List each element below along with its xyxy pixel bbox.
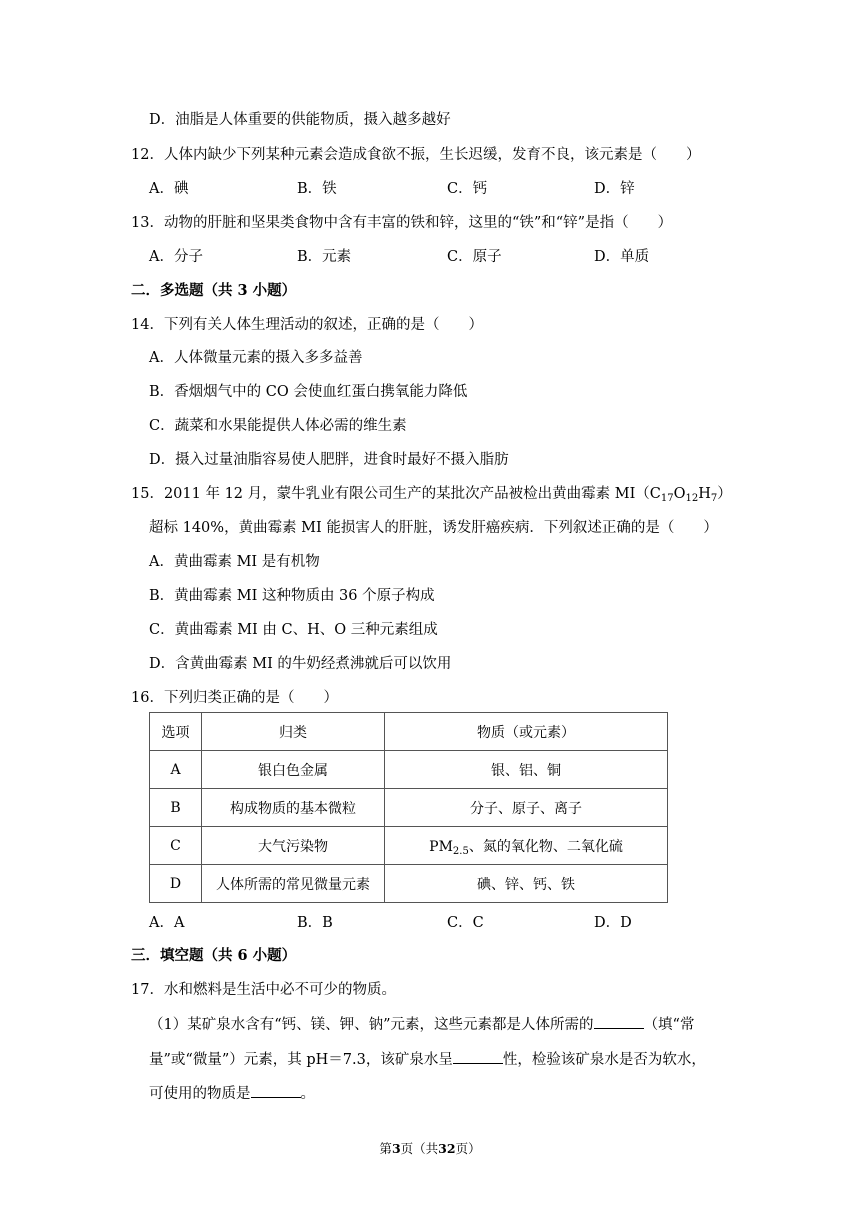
- q11-option-d: D．油脂是人体重要的供能物质，摄入越多越好: [149, 112, 451, 128]
- pm-subscript: 2.5: [452, 845, 469, 857]
- table-header-cell: 归类: [202, 713, 385, 751]
- q15-stem-line2: 超标 140%，黄曲霉素 MI 能损害人的肝脏，诱发肝癌疾病．下列叙述正确的是（ ）: [149, 520, 718, 536]
- formula-sub-12: 12: [685, 493, 699, 504]
- q15-stem-line1: [131, 484, 732, 504]
- formula-h: H: [698, 486, 711, 502]
- q12-option-a: A．碘: [149, 181, 189, 197]
- q17-stem: 17．水和燃料是生活中必不可少的物质。: [131, 982, 396, 998]
- table-cell: 分子、原子、离子: [385, 789, 668, 827]
- q15-option-d: D．含黄曲霉素 MI 的牛奶经煮沸就后可以饮用: [149, 656, 452, 672]
- section-multiple-choice-heading: 二．多选题（共 3 小题）: [131, 282, 297, 299]
- q17-text: （填“常: [643, 1017, 695, 1033]
- formula-sub-17: 17: [660, 493, 674, 504]
- section-fill-in-heading: 三．填空题（共 6 小题）: [131, 947, 297, 964]
- q16-option-d: D．D: [594, 915, 632, 931]
- q12-stem: 12．人体内缺少下列某种元素会造成食欲不振，生长迟缓，发育不良，该元素是（ ）: [131, 147, 701, 163]
- q16-option-c: C．C: [447, 915, 484, 931]
- q13-option-c: C．原子: [447, 249, 502, 265]
- q16-option-a: A．A: [149, 915, 185, 931]
- page-number: 3: [391, 1141, 401, 1156]
- total-pages: 32: [438, 1141, 456, 1156]
- q17-part1-line1: [149, 1014, 694, 1035]
- table-row: [150, 865, 668, 903]
- q15-stem-close: ）: [717, 486, 732, 502]
- q13-option-d: D．单质: [594, 249, 650, 265]
- q14-option-c: C．蔬菜和水果能提供人体必需的维生素: [149, 418, 407, 434]
- table-cell: 构成物质的基本微粒: [202, 789, 385, 827]
- table-cell: 银、铝、铜: [385, 751, 668, 789]
- table-row: [150, 751, 668, 789]
- q17-part1-line2: [149, 1049, 706, 1070]
- q17-text: （1）某矿泉水含有“钙、镁、钾、钠”元素，这些元素都是人体所需的: [149, 1017, 594, 1033]
- q15-option-b: B．黄曲霉素 MI 这种物质由 36 个原子构成: [149, 588, 435, 604]
- q17-text: 可使用的物质是: [149, 1086, 251, 1102]
- answer-blank[interactable]: [251, 1083, 301, 1098]
- formula-o: O: [673, 486, 686, 502]
- q17-text: 量”或“微量”）元素，其 pH＝7.3，该矿泉水呈: [149, 1052, 453, 1068]
- table-cell: D: [150, 865, 202, 903]
- footer-text: 页）: [455, 1141, 481, 1156]
- table-cell: 大气污染物: [202, 827, 385, 865]
- table-header-row: [150, 713, 668, 751]
- q15-stem-text: 15．2011 年 12 月，蒙牛乳业有限公司生产的某批次产品被检出黄曲霉素 MI（C: [131, 486, 661, 502]
- page-footer: [0, 1139, 860, 1157]
- q12-option-d: D．锌: [594, 181, 635, 197]
- q14-option-d: D．摄入过量油脂容易使人肥胖，进食时最好不摄入脂肪: [149, 452, 509, 468]
- table-cell: B: [150, 789, 202, 827]
- answer-blank[interactable]: [594, 1014, 644, 1029]
- pm-text: PM: [429, 838, 453, 855]
- q16-stem: 16．下列归类正确的是（ ）: [131, 690, 338, 706]
- table-cell: 碘、锌、钙、铁: [385, 865, 668, 903]
- q16-option-b: B．B: [297, 915, 333, 931]
- table-cell: 人体所需的常见微量元素: [202, 865, 385, 903]
- table-cell: C: [150, 827, 202, 865]
- table-cell: A: [150, 751, 202, 789]
- q15-option-a: A．黄曲霉素 MI 是有机物: [149, 554, 320, 570]
- q12-option-b: B．铁: [297, 181, 337, 197]
- footer-text: 页（共: [400, 1141, 439, 1156]
- table-header-cell: 物质（或元素）: [385, 713, 668, 751]
- q14-option-a: A．人体微量元素的摄入多多益善: [149, 350, 363, 366]
- table-cell-pm25: [385, 827, 668, 865]
- q17-part1-line3: [149, 1083, 315, 1104]
- q13-option-a: A．分子: [149, 249, 203, 265]
- answer-blank[interactable]: [453, 1049, 503, 1064]
- q14-stem: 14．下列有关人体生理活动的叙述，正确的是（ ）: [131, 317, 483, 333]
- q15-option-c: C．黄曲霉素 MI 由 C、H、O 三种元素组成: [149, 622, 438, 638]
- pm-rest-text: 、氮的氧化物、二氧化硫: [468, 838, 623, 855]
- formula-sub-7: 7: [710, 493, 718, 504]
- table-row: [150, 827, 668, 865]
- q13-stem: 13．动物的肝脏和坚果类食物中含有丰富的铁和锌，这里的“铁”和“锌”是指（ ）: [131, 215, 673, 231]
- q17-text: 性，检验该矿泉水是否为软水，: [502, 1052, 706, 1068]
- q13-option-b: B．元素: [297, 249, 352, 265]
- table-header-cell: 选项: [150, 713, 202, 751]
- q14-option-b: B．香烟烟气中的 CO 会使血红蛋白携氧能力降低: [149, 384, 468, 400]
- q12-option-c: C．钙: [447, 181, 488, 197]
- table-row: [150, 789, 668, 827]
- footer-text: 第: [379, 1141, 392, 1156]
- classification-table: [149, 712, 668, 903]
- q17-text: 。: [300, 1086, 315, 1102]
- table-cell: 银白色金属: [202, 751, 385, 789]
